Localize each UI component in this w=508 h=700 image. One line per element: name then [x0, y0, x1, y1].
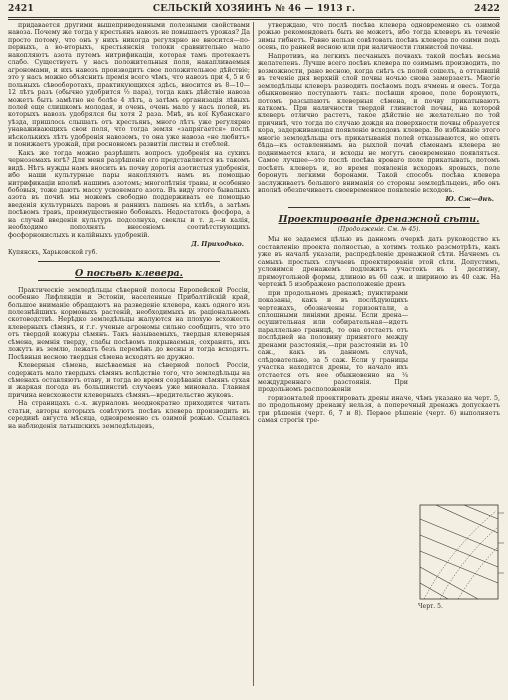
author-signature: Ю. Сж—днъ. [445, 195, 494, 204]
article-heading: О посѣвѣ клевера. [75, 267, 183, 279]
page-number-left: 2421 [8, 4, 34, 14]
figure-caption: Черт. 5. [418, 603, 443, 610]
header-rule-double [8, 19, 500, 20]
author-location: Купянскъ, Харьковской губ. [8, 249, 98, 257]
heading-underline-rule [38, 280, 220, 281]
article-paragraph: при продольномъ дренажѣ; пунктирами показаны, какъ и въ послѣдующихъ чертежахъ, обозначены горизонтали, а сплошными линіями дрены. Если дрена—осушительная или собирательная—идетъ параллельно границѣ, то она отстаетъ отъ послѣдней на половину принятого между дренами разстоянія,—при разстояніи въ 10 саж., какъ въ данномъ случаѣ, слѣдовательно, за 5 саж. Если у границы участка находятся дрены, то начало ихъ отстается отъ нее обыкновенно на ¼ междудреннаго разстоянія. При продольномъ расположеніи [258, 289, 408, 394]
article-heading: Проектированіе дренажной сѣти. [278, 214, 480, 226]
article-paragraph: Клеверныя сѣмена, высѣваемыя на сѣверной полосѣ Россіи, содержать мало твердыхъ сѣмянъ вслѣдствіе того, что земледѣльцы на сѣменахъ оставляютъ отаву, и тогда во время созрѣванія сѣмянъ сухая и жаркая погода въ большинствѣ случаевъ уже миновала. Главная причина невсхожести клеверныхъ сѣмянъ—вредительство жуковъ. [8, 362, 250, 399]
figure-wrap-zone [258, 290, 500, 394]
column-divider [253, 22, 254, 686]
page-header [8, 2, 500, 16]
drain-lines [420, 505, 498, 599]
article-paragraph: Практическіе земледѣльцы сѣверной полосы Европейской Россіи, особенно Лифляндіи и Эстоніи, населенные Прибалтійскій край, большое вниманіе обращаютъ на разведеніе клевера, какъ одного изъ полезнѣйшихъ кормовыхъ растеній, необходимыхъ въ раціональномъ скотоводствѣ. Нерѣдко земледѣльцы жалуются на плохую всхожесть клеверныхъ сѣмянъ, и г.г. ученые агрономы сильно сообщить, что это отъ твердой кожуры сѣмянъ. Такъ называемыхъ, твердыя клеверныя сѣмена, немнія тверду, слабы посѣвомъ покрываемыя, сохранять, ихъ ложутъ въ землю, лежатъ безъ перемѣнъ до весны и тогда всходятъ. Посѣвныя весною твердыя сѣмена всходятъ не дружно. [8, 286, 250, 361]
page-number-right: 2422 [474, 4, 500, 14]
section-divider [38, 261, 220, 262]
header-rule [8, 17, 500, 18]
masthead-title: СЕЛЬСКІЙ ХОЗЯИНЪ № 46 — 1913 г. [152, 4, 356, 14]
article-paragraph: придавается другими вышеприведенными полезными свойствами навоза. Почему же тогда у крестьянъ навозъ не повышаетъ урожая? Да просто потому, что онъ у нихъ никогда регулярно не вносится—по-первыхъ, а во-вторыхъ, крестьянскія толоки сравнительно мало накопляютъ азота путемъ нитрификаціи, которая тамъ протекаетъ слабо. Существуетъ у насъ положительныя поля, накапливаемыя агрономами, и ихъ навозъ производитъ свое положительное дѣйствіе; это у насъ можно объяснить премія всего чѣмъ, что навозъ при 4, 5 и 6 польныхъ сѣвооборотахъ, практикующихся здѣсь, вносится въ 8—10—12 лѣтъ разъ (обычно удобрится ⅓ пара), тогда какъ дѣйствіе навоза можетъ быть замѣтно не болѣе 4 лѣтъ, а затѣмъ организація лѣвыхъ полей еще слишкомъ молодая, и очень, очень мало у насъ полей, въ которыхъ навозъ удобрялся бы хотя 2 раза. Мнѣ, въ кої Кубанскаго уѣзда, пришлось слышать отъ крестьянъ, много лѣтъ уже регулярно унаваживающихъ свои поля, что тогда земля «запрягается» послѣ нѣсколькихъ лѣтъ удобренія навозомъ, то она уже навоза «не любитъ» и понижаетъ урожай, при росновномъ развитіи листвы и стеблей. [8, 22, 250, 149]
drainage-diagram [418, 503, 506, 603]
article-paragraph: Какъ же тогда можно разрѣшить вопросъ удобренія на сухихъ черноземахъ югѣ? Для меня разрѣшеніе его представляется въ такомъ видѣ. Нѣтъ нужды намъ вносить въ почву дорогія азотистыя удобренія, ибо наши культурные пары накопляютъ намъ въ помощью нитрификаціи вполнѣ нашимъ азотомъ; многолѣтнія травы, и особенно бобовыя, тоже даютъ массу усвояемаго азота. Въ виду этого бывалыхъ азота въ почвѣ мы можемъ свободно поддерживать ее помощью введенія культурныхъ паровъ и раннихъ пашенъ на хлѣбъ, а затѣмъ посѣвомъ травъ, преимущественно бобовыхъ. Недостатокъ фосфора, а на случай введенія культуръ подсолнуха, свеклы и т. д.—и калія, необходимо пополнять внесеніемъ соотвѣтствующихъ фосфорнокислыхъ и калійныхъ удобреній. [8, 149, 250, 239]
author-signature: Д. Приходько. [191, 240, 244, 249]
article-paragraph: горизонталей проектировать дрены иначе, чѣмъ указано на черт. 5, по продольному дренажу нельзя, а поперечный дренажъ допускаетъ три рѣшенія (черт. 6, 7 и 8). Первое рѣшеніе (черт. 6) выполняетъ самая строгія тре- [258, 394, 500, 425]
article-paragraph: Мы не задаемся цѣлью въ данномъ очеркѣ дать руководство къ составленію проекта полностью, а хотимъ только разсмотрѣть, какъ уже въ началѣ указали, распредѣленіе дренажной сѣти. Начнемъ съ самыхъ простыхъ случаевъ проектированія этой сѣти. Допустимъ, условимся дренажемъ подлежитъ участокъ въ 1 десятину, прямоугольной формы, длиною въ 60 саж. и шириною въ 40 саж. На чертежѣ 5 изображено расположеніе дренъ [258, 236, 500, 289]
continuation-note: (Продолженіе. См. № 45). [337, 226, 421, 234]
left-column [8, 22, 250, 696]
article-paragraph: На страницахъ с.-х. журналовъ неоднократно приходится читать статьи, авторы которыхъ совѣтуютъ посѣвъ клевера производить въ серединѣ августа мѣсяца, одновременно съ озимой рожью. Ссылаясь на наблюденія латышскихъ земледѣльцевъ, [8, 400, 250, 430]
section-divider [288, 207, 470, 208]
field-boundary [420, 505, 498, 599]
contour-lines [424, 511, 498, 599]
article-paragraph: утверждаю, что послѣ посѣва клевера одновременно съ озимой рожью рекомендовать быть не можетъ, ибо тогда клеверъ въ теченіе зимы гибнетъ. Равно нельзя совѣтовать посѣвъ клевера по озими подъ осень, по ранней весною или при наличности глинистой почвы. [258, 22, 500, 52]
article-paragraph: Напротивъ, на легкихъ песчаныхъ почвахъ такой посѣвъ весьма желателенъ. Лучше всего посѣвъ клевера по озимымъ производить, по возможности, рано весною, когда снѣгъ съ полей сошелъ, а оттаявшій въ теченіе дня верхній слой почвы ночью снова замерзаетъ. Многіе земледѣльцы клеверъ разводить посѣвомъ подъ ячмень и овесъ. Тогда обыкновенно поступаютъ такъ: посѣвши яровое, поле боронуютъ, потомъ разсыпаютъ клеверныя сѣмена, и почву прикатываютъ каткомъ. При наличности твердой глинистой почвы, на которой клеверъ отлично растетъ, такое дѣйствіе не желательно по той причинѣ, что тогда по случаю дождя на поверхности почвы образуется кора, задерживающая появленіе всходовъ клевера. Во избѣжаніе этого многіе земледѣльцы отъ прикатыванія полей отказываются, но опять бѣда—къ оставленнымъ на рыхлой почвѣ сѣменамъ клевера не поднимается влага, и всходы не могутъ своевременно появляться. Самое лучшее—это послѣ посѣва яроваго поле прикатывать, потомъ посѣять клеверъ и, во время появленія всходовъ яровыхъ, поле боронуть легкими боронами. Такой способъ посѣва клевера заслуживаетъ большого вниманія со стороны земледѣльцевъ, ибо онъ вполнѣ обезпечиваетъ своевременное появленіе всходовъ. [258, 52, 500, 194]
